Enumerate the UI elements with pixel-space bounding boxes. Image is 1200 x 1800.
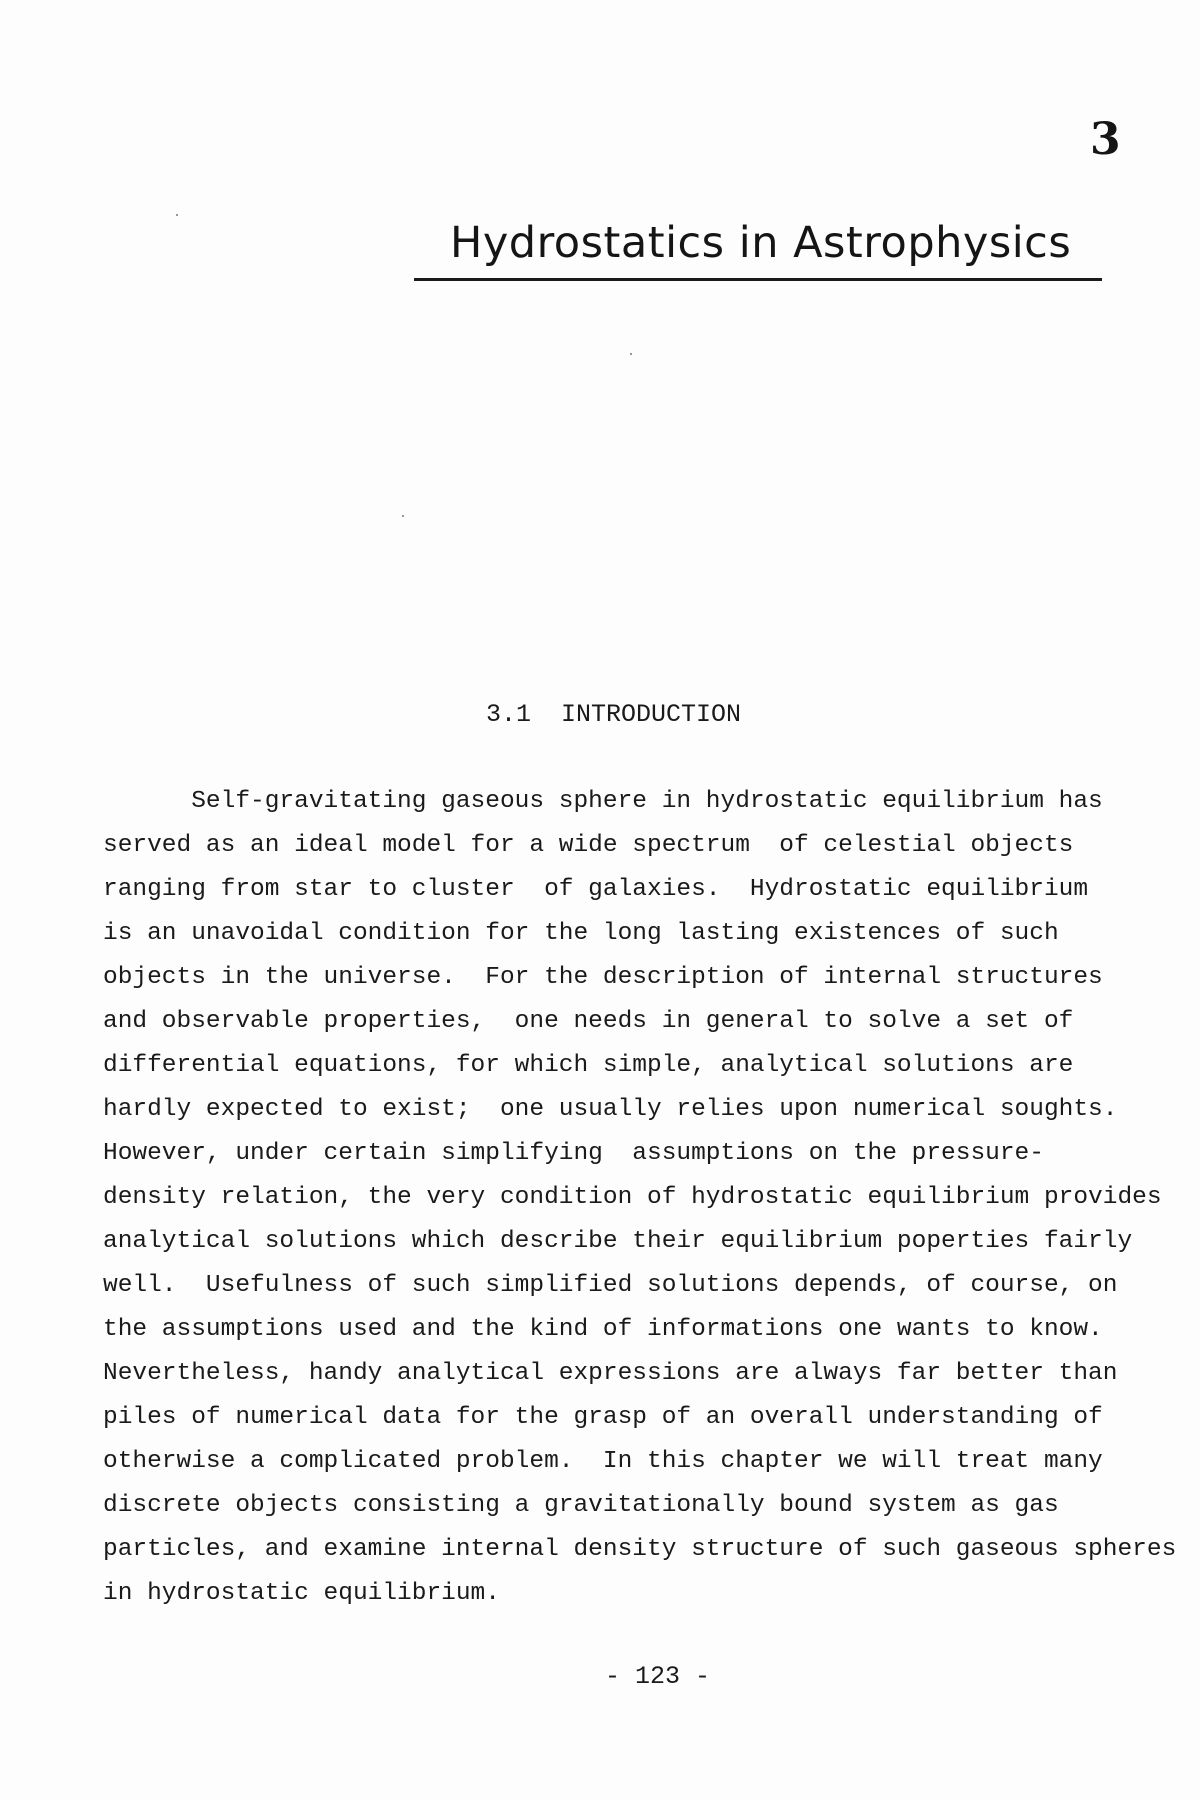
body-line: However, under certain simplifying assumptions on the pressure- <box>103 1140 1044 1167</box>
title-underline <box>414 278 1102 281</box>
body-line: Nevertheless, handy analytical expressions are always far better than <box>103 1360 1118 1387</box>
body-line: discrete objects consisting a gravitationally bound system as gas <box>103 1492 1059 1519</box>
section-heading: 3.1 INTRODUCTION <box>486 700 742 729</box>
body-line: well. Usefulness of such simplified solutions depends, of course, on <box>103 1272 1118 1299</box>
body-line: served as an ideal model for a wide spectrum of celestial objects <box>103 832 1074 859</box>
body-line: in hydrostatic equilibrium. <box>103 1580 500 1607</box>
scan-speck <box>176 214 178 216</box>
body-line: ranging from star to cluster of galaxies. Hydrostatic equilibrium <box>103 876 1089 903</box>
scan-speck <box>630 353 632 355</box>
page-number: - 123 - <box>605 1662 711 1691</box>
body-line: Self-gravitating gaseous sphere in hydrostatic equilibrium has <box>103 788 1103 815</box>
chapter-number: 3 <box>1090 114 1121 165</box>
body-line: otherwise a complicated problem. In this chapter we will treat many <box>103 1448 1103 1475</box>
body-line: hardly expected to exist; one usually relies upon numerical soughts. <box>103 1096 1118 1123</box>
chapter-title: Hydrostatics in Astrophysics <box>450 218 1072 268</box>
body-line: piles of numerical data for the grasp of an overall understanding of <box>103 1404 1103 1431</box>
body-line: is an unavoidal condition for the long lasting existences of such <box>103 920 1059 947</box>
body-line: density relation, the very condition of hydrostatic equilibrium provides <box>103 1184 1162 1211</box>
body-line: the assumptions used and the kind of informations one wants to know. <box>103 1316 1103 1343</box>
body-line: differential equations, for which simple, analytical solutions are <box>103 1052 1074 1079</box>
body-line: objects in the universe. For the description of internal structures <box>103 964 1103 991</box>
scan-speck <box>402 515 404 517</box>
body-line: and observable properties, one needs in general to solve a set of <box>103 1008 1074 1035</box>
body-paragraph <box>103 780 1183 1616</box>
body-line: analytical solutions which describe their equilibrium poperties fairly <box>103 1228 1133 1255</box>
body-line: particles, and examine internal density structure of such gaseous spheres <box>103 1536 1177 1563</box>
